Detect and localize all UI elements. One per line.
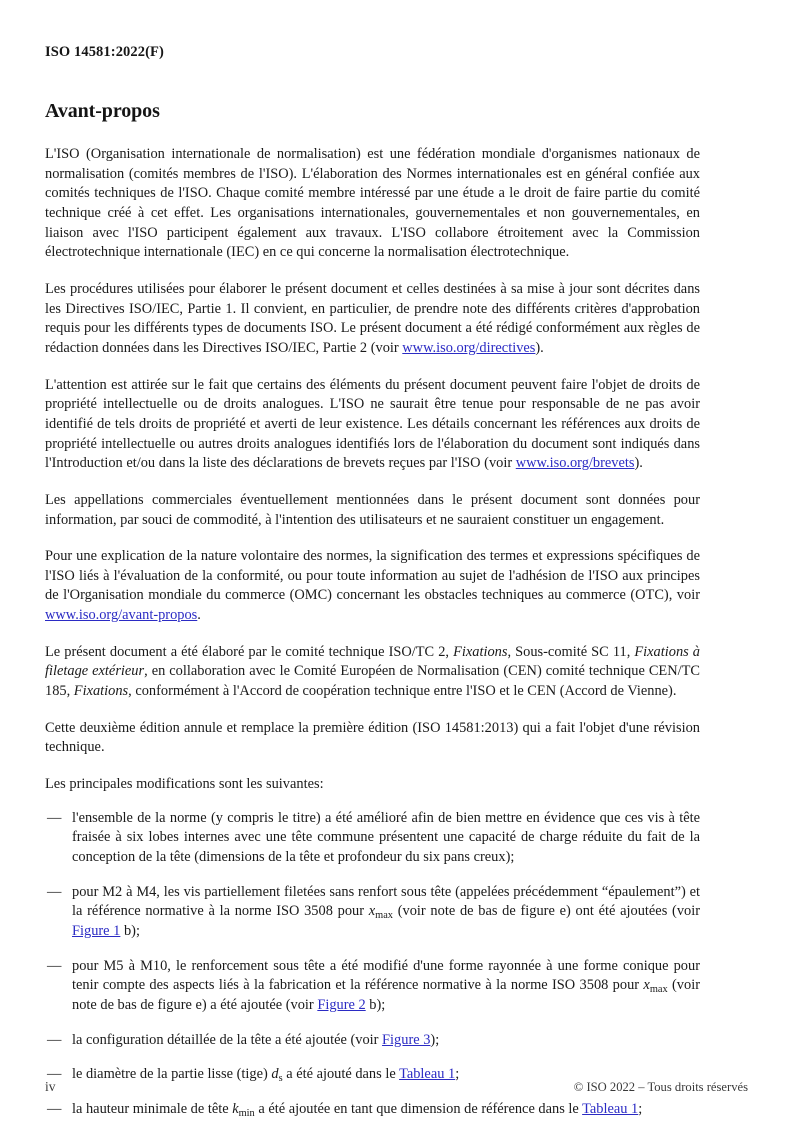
paragraph-patent-rights xyxy=(45,376,700,474)
list-item-text-2: a été ajouté dans le xyxy=(282,1066,400,1083)
paragraph-procedures xyxy=(45,280,700,359)
changes-list xyxy=(45,809,700,1120)
em-dash-bullet-icon: — xyxy=(47,1066,62,1083)
em-dash-bullet-icon: — xyxy=(47,809,62,826)
committee-text-4: , conformément à l'Accord de coopération technique entre l'ISO et le CEN (Accord de Vienne). xyxy=(128,683,677,700)
link-tableau-1-a[interactable]: Tableau 1 xyxy=(399,1066,456,1083)
em-dash-bullet-icon: — xyxy=(47,957,62,974)
list-item-text: pour M2 à M4, les vis partiellement filetées sans renfort sous tête (appelées précédemment “épaulement”) et la référence normative à la norme ISO 3508 pour xyxy=(72,883,700,920)
committee-title-1: Fixations xyxy=(453,643,508,660)
paragraph-edition-notice: Cette deuxième édition annule et remplace la première édition (ISO 14581:2013) qui a fait l'objet d'une révision technique. xyxy=(45,719,700,756)
page-footer xyxy=(45,1079,748,1095)
paragraph-patent-rights-text: L'attention est attirée sur le fait que certains des éléments du présent document peuvent faire l'objet de droits de propriété intellectuelle ou de droits analogues. L'ISO ne saurait être tenue pour responsable de ne pas avoir identifié de tels droits de propriété et averti de leur existence. Les détails concernant les références aux droits de propriété intellectuelle ou autres droits analogues identifiés lors de l'élaboration du document sont indiqués dans l'Introduction et/ou dans la liste des déclarations de brevets reçues par l'ISO (voir xyxy=(45,376,700,472)
variable-subscript: max xyxy=(649,984,668,996)
document-reference-header: ISO 14581:2022(F) xyxy=(45,44,164,60)
list-item-text-2: (voir note de bas de figure e) a été ajoutée (voir xyxy=(72,977,700,1013)
list-item-text-3: b); xyxy=(120,923,140,939)
em-dash-bullet-icon: — xyxy=(47,1031,62,1048)
committee-title-3: Fixations xyxy=(73,683,129,700)
list-item xyxy=(45,883,700,942)
paragraph-wto-tbt-tail: . xyxy=(197,607,201,624)
list-item-text-2: (voir note de bas de figure e) ont été ajoutées (voir xyxy=(392,903,701,920)
variable-symbol: x xyxy=(368,903,376,920)
list-item xyxy=(45,1031,700,1051)
list-item-text-3: b); xyxy=(365,996,386,1013)
copyright-notice: © ISO 2022 – Tous droits réservés xyxy=(573,1080,748,1094)
paragraph-procedures-tail: ). xyxy=(535,339,544,356)
link-figure-1[interactable]: Figure 1 xyxy=(72,923,121,939)
link-figure-2[interactable]: Figure 2 xyxy=(317,996,366,1013)
variable-symbol: k xyxy=(232,1100,239,1117)
list-item-text-2: a été ajoutée en tant que dimension de référence dans le xyxy=(254,1100,583,1117)
paragraph-trade-names: Les appellations commerciales éventuellement mentionnées dans le présent document sont données pour information, par souci de commodité, à l'intention des utilisateurs et ne sauraient constituer un engagement. xyxy=(45,491,700,528)
committee-text-3: , en collaboration avec le Comité Européen de Normalisation (CEN) comité technique CEN/TC 185, xyxy=(45,663,701,700)
variable-subscript: max xyxy=(375,910,393,922)
variable-subscript: min xyxy=(238,1107,255,1119)
link-iso-directives[interactable]: www.iso.org/directives xyxy=(402,339,536,356)
list-item xyxy=(45,957,700,1016)
document-content xyxy=(45,100,700,1120)
variable-symbol: x xyxy=(643,977,650,994)
list-item-text-3: ; xyxy=(638,1100,643,1117)
link-iso-brevets[interactable]: www.iso.org/brevets xyxy=(515,455,635,472)
page-number: iv xyxy=(45,1079,56,1094)
paragraph-changes-lead-in: Les principales modifications sont les suivantes: xyxy=(45,776,324,793)
paragraph-iso-definition: L'ISO (Organisation internationale de normalisation) est une fédération mondiale d'organismes nationaux de normalisation (comités membres de l'ISO). L'élaboration des Normes internationales est en général confiée aux comités techniques de l'ISO. Chaque comité membre intéressé par une étude a le droit de faire partie du comité technique créé à cet effet. Les organisations internationales, gouvernementales et non gouvernementales, en liaison avec l'ISO participent également aux travaux. L'ISO collabore étroitement avec la Commission électrotechnique internationale (IEC) en ce qui concerne la normalisation électrotechnique. xyxy=(45,146,700,261)
list-item-text: pour M5 à M10, le renforcement sous tête a été modifié d'une forme rayonnée à une forme conique pour tenir compte des aspects liés à la fabrication et la référence normative à la norme ISO 3508 pour xyxy=(72,957,700,994)
list-item-text: la configuration détaillée de la tête a été ajoutée (voir xyxy=(72,1031,383,1048)
variable-symbol: d xyxy=(271,1066,279,1083)
paragraph-wto-tbt xyxy=(45,547,700,626)
variable-subscript: s xyxy=(278,1073,283,1085)
list-item-text-3: ); xyxy=(430,1031,440,1048)
list-item xyxy=(45,1100,700,1120)
page-title: Avant-propos xyxy=(45,100,160,122)
committee-text-2: , Sous-comité SC 11, xyxy=(507,643,635,660)
link-iso-avant-propos[interactable]: www.iso.org/avant-propos xyxy=(45,607,198,624)
em-dash-bullet-icon: — xyxy=(47,1100,62,1117)
link-figure-3[interactable]: Figure 3 xyxy=(382,1031,431,1048)
committee-title-2: Fixations à filetage extérieur xyxy=(45,643,701,680)
list-item-text: le diamètre de la partie lisse (tige) xyxy=(72,1066,272,1083)
paragraph-patent-rights-tail: ). xyxy=(634,455,643,472)
paragraph-wto-tbt-text: Pour une explication de la nature volontaire des normes, la signification des termes et expressions spécifiques de l'ISO liés à l'évaluation de la conformité, ou pour toute information au sujet de l'adhésion de l'ISO aux principes de l'Organisation mondiale du commerce (OMC) concernant les obstacles techniques au commerce (OTC), voir xyxy=(45,548,700,604)
list-item xyxy=(45,809,700,868)
paragraph-procedures-text: Les procédures utilisées pour élaborer le présent document et celles destinées à sa mise à jour sont décrites dans les Directives ISO/IEC, Partie 1. Il convient, en particulier, de prendre note des différents critères d'approbation requis pour les différents types de documents ISO. Le présent document a été rédigé conformément aux règles de rédaction données dans les Directives ISO/IEC, Partie 2 (voir xyxy=(45,280,700,356)
committee-text-1: Le présent document a été élaboré par le comité technique ISO/TC 2, xyxy=(45,643,454,660)
list-item-text-3: ; xyxy=(455,1066,460,1083)
list-item-text: l'ensemble de la norme (y compris le titre) a été amélioré afin de bien mettre en évidence que ces vis à tête fraisée à six lobes internes avec une tête commune présentent une capacité de charge réduite du fait de la conception de la tête (dimensions de la tête et profondeur du six pans creux); xyxy=(72,809,700,866)
link-tableau-1-b[interactable]: Tableau 1 xyxy=(582,1100,639,1117)
list-item-text: la hauteur minimale de tête xyxy=(72,1100,233,1117)
paragraph-committee xyxy=(45,643,700,702)
em-dash-bullet-icon: — xyxy=(47,883,62,900)
